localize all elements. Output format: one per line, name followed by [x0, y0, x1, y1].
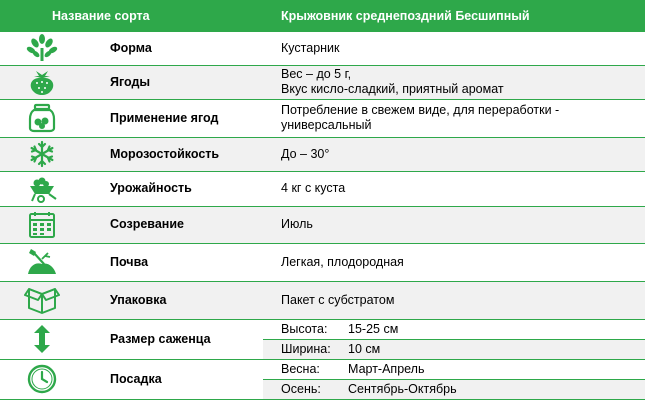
icon-cell [0, 359, 88, 399]
value-line: Вес – до 5 г, [281, 67, 352, 81]
value-line: Вкус кисло-сладкий, приятный аромат [281, 82, 504, 96]
bush-icon [24, 33, 60, 63]
icon-cell [0, 281, 88, 319]
snowflake-icon [24, 139, 60, 169]
row-value: Легкая, плодородная [263, 243, 645, 281]
row-value [263, 99, 645, 137]
table-row [0, 319, 645, 339]
sub-value: Сентябрь-Октябрь [343, 379, 645, 399]
table-row [0, 171, 645, 206]
table-row [0, 206, 645, 243]
table-row [0, 32, 645, 65]
icon-cell [0, 137, 88, 171]
icon-cell [0, 319, 88, 359]
table-row [0, 99, 645, 137]
row-value: Июль [263, 206, 645, 243]
vertical-arrows-icon [24, 324, 60, 354]
box-icon [24, 285, 60, 315]
sub-label: Высота: [263, 319, 343, 339]
icon-cell [0, 32, 88, 65]
wheelbarrow-icon [24, 174, 60, 204]
jar-icon [24, 103, 60, 133]
table-row [0, 65, 645, 99]
table-row [0, 359, 645, 379]
sub-value: 10 см [343, 339, 645, 359]
row-label: Урожайность [88, 171, 263, 206]
row-label: Морозостойкость [88, 137, 263, 171]
sub-value: 15-25 см [343, 319, 645, 339]
row-label: Почва [88, 243, 263, 281]
row-label: Упаковка [88, 281, 263, 319]
shovel-icon [24, 247, 60, 277]
icon-cell [0, 65, 88, 99]
sub-label: Осень: [263, 379, 343, 399]
calendar-icon [24, 210, 60, 240]
row-value: Пакет с субстратом [263, 281, 645, 319]
header-name-column: Название сорта [0, 0, 263, 32]
row-value: Кустарник [263, 32, 645, 65]
table-row [0, 281, 645, 319]
row-label: Ягоды [88, 65, 263, 99]
table-row [0, 243, 645, 281]
clock-icon [24, 364, 60, 394]
row-value [263, 65, 645, 99]
sub-value: Март-Апрель [343, 359, 645, 379]
row-label: Созревание [88, 206, 263, 243]
row-value: 4 кг с куста [263, 171, 645, 206]
row-label: Размер саженца [88, 319, 263, 359]
icon-cell [0, 206, 88, 243]
table-row [0, 137, 645, 171]
value-line: Потребление в свежем виде, для переработки - [281, 103, 560, 117]
icon-cell [0, 171, 88, 206]
row-label: Применение ягод [88, 99, 263, 137]
icon-cell [0, 99, 88, 137]
sub-label: Ширина: [263, 339, 343, 359]
berry-icon [24, 67, 60, 97]
row-label: Форма [88, 32, 263, 65]
sub-label: Весна: [263, 359, 343, 379]
row-value: До – 30° [263, 137, 645, 171]
header-variety-name: Крыжовник среднепоздний Бесшипный [263, 0, 645, 32]
value-line: универсальный [281, 118, 372, 132]
row-label: Посадка [88, 359, 263, 399]
icon-cell [0, 243, 88, 281]
table-header-row [0, 0, 645, 32]
